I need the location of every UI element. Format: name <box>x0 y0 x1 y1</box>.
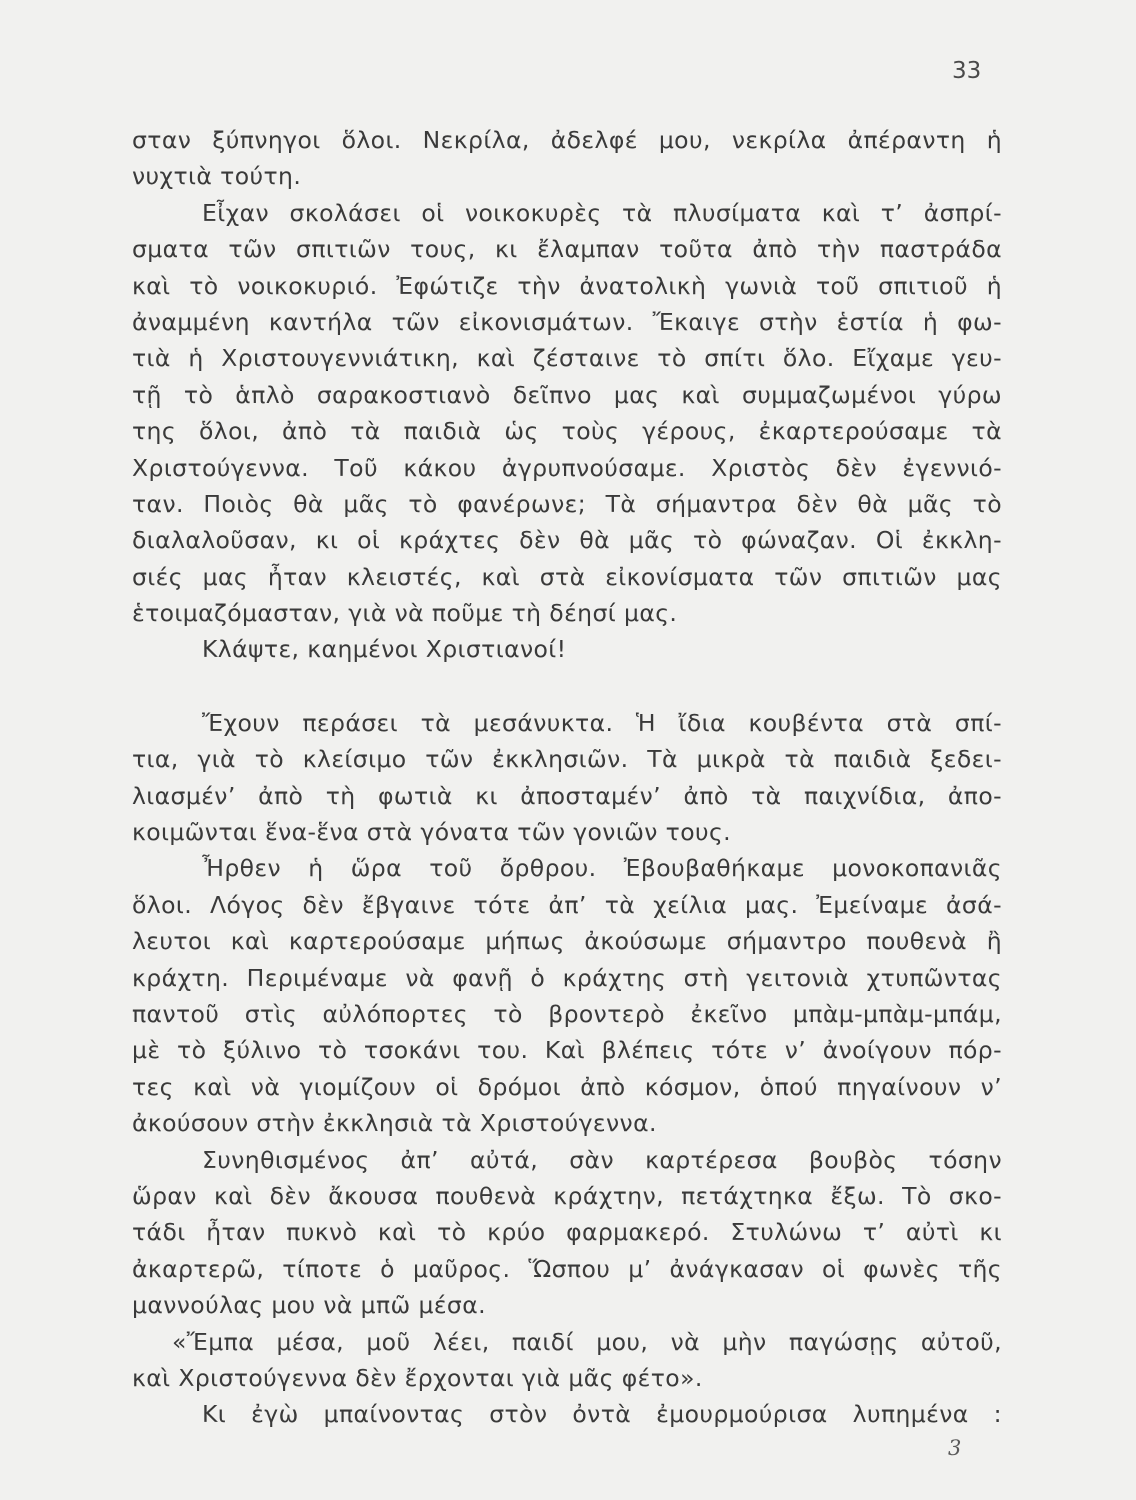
text-line: Κλάψτε, καημένοι Χριστιανοί! <box>202 635 567 664</box>
text-line: καὶ τὸ νοικοκυριό. Ἐφώτιζε τὴν ἀνατολικὴ γωνιὰ τοῦ σπιτιοῦ ἡ <box>132 271 1002 300</box>
text-line: σταν ξύπνηγοι ὅλοι. Νεκρίλα, ἀδελφέ μου, νεκρίλα ἀπέραντη ἡ <box>132 126 1002 154</box>
text-line: τάδι ἦταν πυκνὸ καὶ τὸ κρύο φαρμακερό. Στυλώνω τ’ αὐτὶ κι <box>132 1218 1002 1247</box>
text-line: Κι ἐγὼ μπαίνοντας στὸν ὀντὰ ἐμουρμούρισα λυπημένα : <box>202 1400 1002 1429</box>
text-line: νυχτιὰ τούτη. <box>132 162 302 191</box>
text-line: τια, γιὰ τὸ κλείσιμο τῶν ἐκκλησιῶν. Τὰ μικρὰ τὰ παιδιὰ ξεδει- <box>132 745 1002 774</box>
text-line: τες καὶ νὰ γιομίζουν οἱ δρόμοι ἀπὸ κόσμον, ὁπού πηγαίνουν ν’ <box>132 1072 1002 1101</box>
text-line: ὅλοι. Λόγος δὲν ἔβγαινε τότε ἀπ’ τὰ χείλια μας. Ἐμείναμε ἀσά- <box>132 890 1002 919</box>
signature-mark: 3 <box>948 1436 962 1460</box>
section-gap <box>132 668 1002 705</box>
text-line: μαννούλας μου νὰ μπῶ μέσα. <box>132 1291 486 1320</box>
text-line: ἀκαρτερῶ, τίποτε ὁ μαῦρος. Ὥσπου μ’ ἀνάγκασαν οἱ φωνὲς τῆς <box>132 1254 1002 1283</box>
text-line: ὥραν καὶ δὲν ἄκουσα πουθενὰ κράχτην, πετάχτηκα ἔξω. Τὸ σκο- <box>132 1181 1002 1210</box>
text-line: λευτοι καὶ καρτερούσαμε μήπως ἀκούσωμε σήμαντρο πουθενὰ ἢ <box>132 927 1002 956</box>
text-line: της ὅλοι, ἀπὸ τὰ παιδιὰ ὡς τοὺς γέρους, ἐκαρτερούσαμε τὰ <box>132 417 1002 446</box>
text-line: παντοῦ στὶς αὐλόπορτες τὸ βροντερὸ ἐκεῖνο μπὰμ-μπὰμ-μπάμ, <box>132 999 1002 1028</box>
text-line: καὶ Χριστούγεννα δὲν ἔρχονται γιὰ μᾶς φέτο». <box>132 1363 703 1392</box>
text-line: Ἔχουν περάσει τὰ μεσάνυκτα. Ἡ ἴδια κουβέντα στὰ σπί- <box>202 708 1002 737</box>
text-line: Χριστούγεννα. Τοῦ κάκου ἀγρυπνούσαμε. Χριστὸς δὲν ἐγεννιό- <box>132 453 1002 482</box>
body-text <box>132 122 1002 1433</box>
text-line: ἑτοιμαζόμασταν, γιὰ νὰ ποῦμε τὴ δέησί μας. <box>132 599 678 628</box>
text-line: κράχτη. Περιμέναμε νὰ φανῇ ὁ κράχτης στὴ γειτονιὰ χτυπῶντας <box>132 963 1002 992</box>
text-line: μὲ τὸ ξύλινο τὸ τσοκάνι του. Καὶ βλέπεις τότε ν’ ἀνοίγουν πόρ- <box>132 1036 1002 1065</box>
text-line: Ἦρθεν ἡ ὥρα τοῦ ὄρθρου. Ἐβουβαθήκαμε μονοκοπανιᾶς <box>202 854 1002 883</box>
text-line: ταν. Ποιὸς θὰ μᾶς τὸ φανέρωνε; Τὰ σήμαντρα δὲν θὰ μᾶς τὸ <box>132 489 1002 518</box>
text-line: διαλαλοῦσαν, κι οἱ κράχτες δὲν θὰ μᾶς τὸ φώναζαν. Οἱ ἐκκλη- <box>132 526 1002 555</box>
text-line: σιές μας ἦταν κλειστές, καὶ στὰ εἰκονίσματα τῶν σπιτιῶν μας <box>132 562 1002 591</box>
text-line: Εἶχαν σκολάσει οἱ νοικοκυρὲς τὰ πλυσίματα καὶ τ’ ἀσπρί- <box>202 198 1002 227</box>
text-line: τῇ τὸ ἁπλὸ σαρακοστιανὸ δεῖπνο μας καὶ συμμαζωμένοι γύρω <box>132 380 1002 409</box>
text-line: «Ἔμπα μέσα, μοῦ λέει, παιδί μου, νὰ μὴν παγώσῃς αὐτοῦ, <box>172 1327 1002 1356</box>
text-line: ἀκούσουν στὴν ἐκκλησιὰ τὰ Χριστούγεννα. <box>132 1109 657 1138</box>
page-number: 33 <box>952 58 982 84</box>
text-line: σματα τῶν σπιτιῶν τους, κι ἔλαμπαν τοῦτα ἀπὸ τὴν παστράδα <box>132 235 1002 264</box>
text-line: κοιμῶνται ἕνα-ἕνα στὰ γόνατα τῶν γονιῶν τους. <box>132 818 732 847</box>
text-line: τιὰ ἡ Χριστουγεννιάτικη, καὶ ζέσταινε τὸ σπίτι ὅλο. Εἴχαμε γευ- <box>132 344 1002 373</box>
text-line: Συνηθισμένος ἀπ’ αὐτά, σὰν καρτέρεσα βουβὸς τόσην <box>202 1145 1002 1174</box>
text-line: λιασμέν’ ἀπὸ τὴ φωτιὰ κι ἀποσταμέν’ ἀπὸ τὰ παιχνίδια, ἀπο- <box>132 781 1002 810</box>
text-line: ἀναμμένη καντήλα τῶν εἰκονισμάτων. Ἔκαιγε στὴν ἑστία ἡ φω- <box>132 307 1002 336</box>
